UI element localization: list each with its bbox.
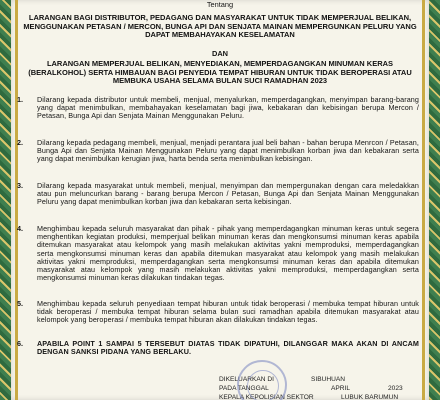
signatory-unit: LUBUK BARUMUN xyxy=(341,394,399,400)
closing-item xyxy=(17,340,419,356)
item-text: Dilarang kepada pedagang membeli, menjual, menjadi perantara jual beli bahan - bahan berupa Menrcon / Petasan, Bunga Api dan Senjata Mainan Menggunakan Peluru yang dapat menimbulkan korban jiwa dan kebakaran serta yang dapat menimbulkan kerugian jiwa, harta benda serta menimbulkan kebisingan. xyxy=(37,138,419,164)
item-number: 1. xyxy=(17,95,23,104)
document-sheet xyxy=(11,0,429,400)
issued-date-label: PADA TANGGAL xyxy=(219,385,269,392)
item-number: 6. xyxy=(17,339,23,348)
item-number: 4. xyxy=(17,224,23,233)
item-text: Menghimbau kepada seluruh penyediaan tempat hiburan untuk tidak beroperasi / membuka tempat hiburan untuk tidak beroperasi / membuka tempat hiburan selama bulan suci ramadhan apabila ditemukan masyarakat atau kelompok yang beroperasi / membuka tempat hiburan akan dilakukan tindakan tegas. xyxy=(37,299,419,325)
issued-at-label: DIKELUARKAN DI xyxy=(219,376,274,383)
item-number: 3. xyxy=(17,181,23,190)
document-connector: DAN xyxy=(211,49,228,58)
border-accent-right xyxy=(422,0,425,400)
document-subject-2: LARANGAN MEMPERJUAL BELIKAN, MENYEDIAKAN, MEMPERDAGANGKAN MINUMAN KERAS (BERALKOHOL) SERTA HIMBAUAN BAGI PENYEDIA TEMPAT HIBURAN UNTUK TIDAK BEROPERASI ATAU MEMBUKA USAHA SELAMA BULAN SUCI RAMADHAN 2023 xyxy=(28,59,412,86)
issued-date-value: APRIL xyxy=(331,385,351,392)
closing-text: APABILA POINT 1 SAMPAI 5 TERSEBUT DIATAS TIDAK DIPATUHI, DILANGGAR MAKA AKAN DI ANCAM DENGAN SANKSI PIDANA YANG BERLAKU. xyxy=(37,339,419,357)
item-text: Menghimbau kepada seluruh masyarakat dan pihak - pihak yang memperdagangkan minuman keras untuk segera menghentikan kegiatan produksi, memperjual belikan minuman keras dan mengkonsumsi minuman keras apabila ditemukan masyarakat atau kelompok yang masih melakukan aktivitas yakni memproduksi, memperdagangkan serta mengkonsumsi minuman keras dan apabila ditemukan masyarakat atau kelompok yang masih melakukan aktivitas yakni memproduksi, memperdagangkan serta mengkonsumsi minuman keras dan apabila ditemukan masyarakat atau kelompok yang masih melakukan aktivitas yakni memproduksi, memperdagangkan serta mengkonsumsi minuman keras dilakukan tindakan tegas. xyxy=(37,224,419,283)
document-subject-1: LARANGAN BAGI DISTRIBUTOR, PEDAGANG DAN MASYARAKAT UNTUK TIDAK MEMPERJUAL BELIKAN, MENGGUNAKAN PETASAN / MERCON, BUNGA API DAN SENJATA MAINAN MEMPERGUNKAN PELURU YANG DAPAT MEMBAHAYAKAN KESELAMATAN xyxy=(23,13,417,40)
list-item xyxy=(17,182,419,207)
list-item xyxy=(17,225,419,282)
issued-year: 2023 xyxy=(388,385,403,392)
item-text: Dilarang kepada distributor untuk membeli, menjual, menyalurkan, memperdagangkan, menyimpan barang-barang yang dapat menimbulkan, membahayakan keselamatan bagi jiwa, kebakaran dan kebisingan berupa Mercon / Petasan, Bunga Api dan Senjata Mainan Menggunakan Peluru. xyxy=(37,95,419,121)
list-item xyxy=(17,139,419,164)
official-stamp xyxy=(237,360,287,400)
item-number: 5. xyxy=(17,299,23,308)
official-stamp-inner xyxy=(247,370,279,400)
issued-at-value: SIBUHUAN xyxy=(311,376,346,383)
list-item xyxy=(17,300,419,325)
document-heading: Tentang xyxy=(206,0,234,9)
list-item xyxy=(17,96,419,121)
signatory-title: KEPALA KEPOLISIAN SEKTOR xyxy=(219,394,314,400)
item-number: 2. xyxy=(17,138,23,147)
item-text: Dilarang kepada masyarakat untuk membeli, menjual, menyimpan dan mempergunakan dengan cara meledakkan atau pun meluncurkan barang - barang berupa Mercon / Petasan, Bunga Api dan Senjata Mainan Menggunakan Peluru yang dapat menimbulkan korban jiwa dan kebakaran serta kebisingan. xyxy=(37,181,419,207)
